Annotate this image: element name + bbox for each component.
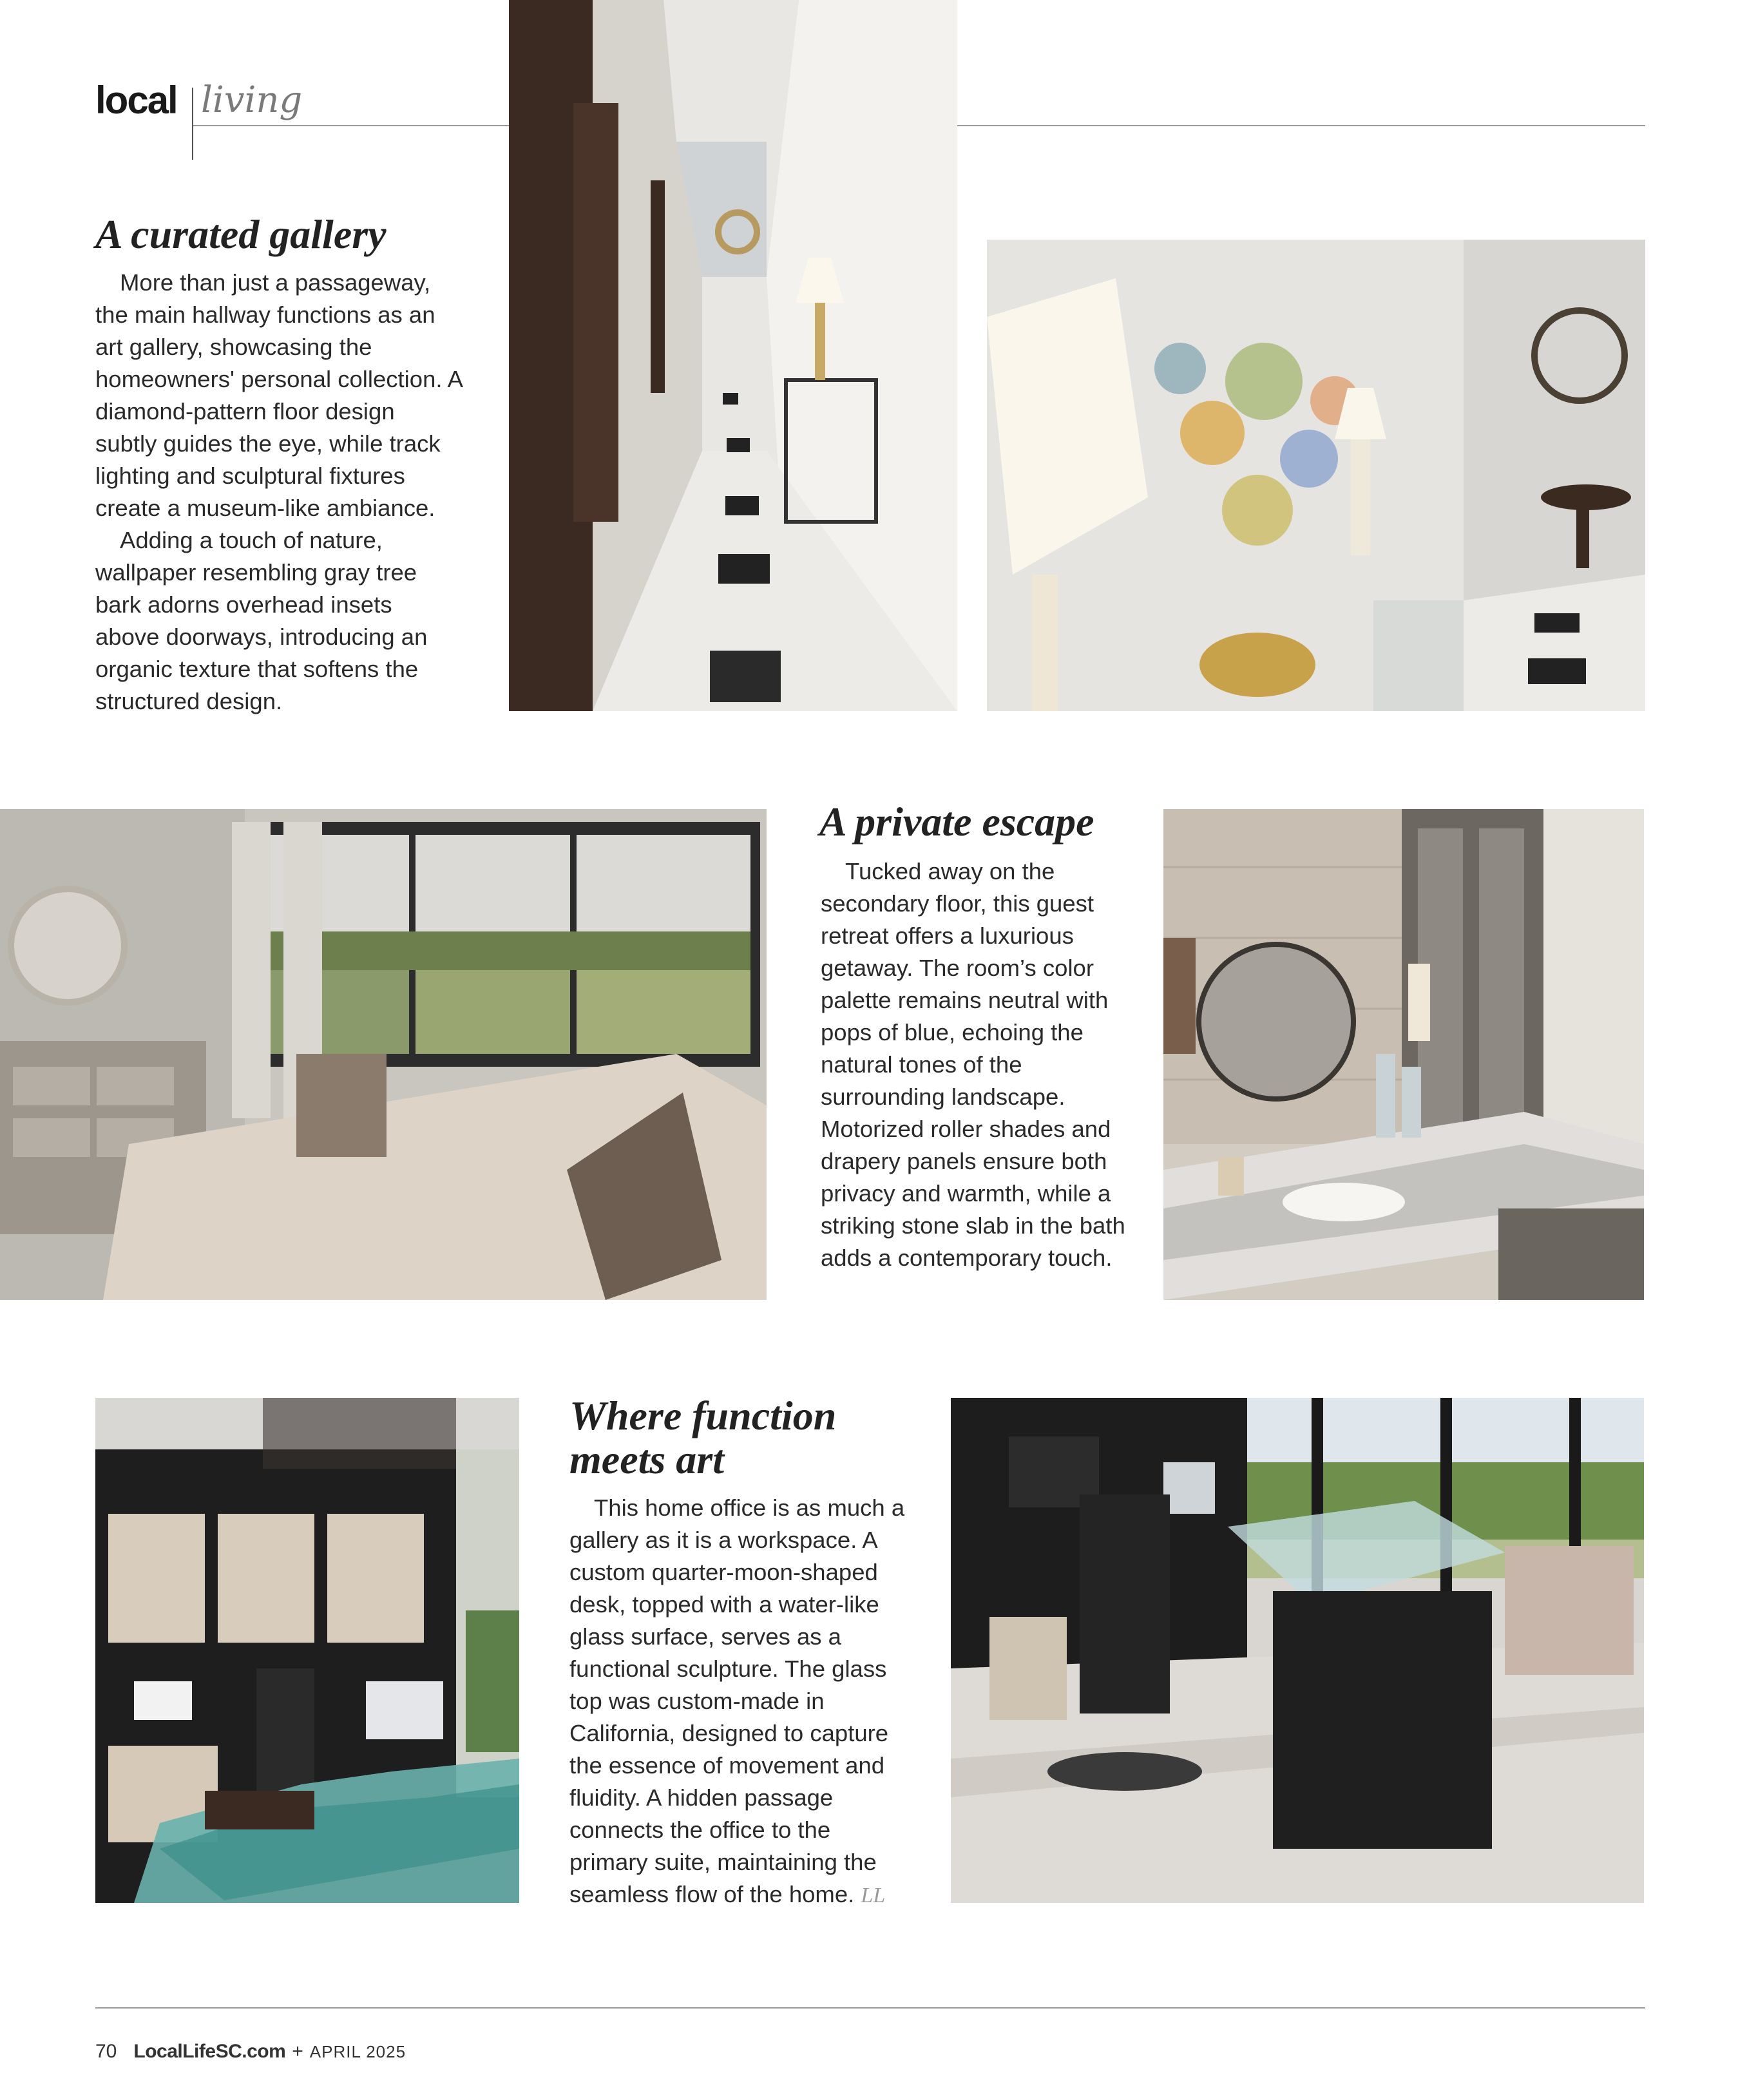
brand-living: living (201, 79, 303, 121)
brand-local: local (95, 79, 177, 122)
photo-hallway (509, 0, 957, 711)
issue-date: APRIL 2025 (309, 2042, 406, 2061)
paragraph (569, 1492, 908, 1912)
photo-office-right (951, 1398, 1644, 1903)
paragraph: More than just a passageway, the main hallway functions as an art gallery, showcasing the homeowners' personal collection. A diamond-pattern floor design subtly guides the eye, while track lighting and sculptural fixtures create a museum-like ambiance. (95, 269, 462, 521)
section-body-curated-gallery (95, 267, 463, 718)
photo-bedroom (0, 809, 767, 1300)
paragraph: Tucked away on the secondary floor, this guest retreat offers a luxurious getaway. The room’s color palette remains neutral with pops of blue, echoing the natural tones of the surrounding landscape. Motorized roller shades and drapery panels ensure both privacy and warmth, while a striking stone slab in the bath adds a contemporary touch. (821, 858, 1125, 1271)
signature-mark: LL (861, 1884, 886, 1907)
header-rule-left (193, 125, 509, 126)
heading-line: Where function (569, 1393, 837, 1438)
paragraph: Adding a touch of nature, wallpaper resembling gray tree bark adorns overhead insets above doorways, introducing an organic texture that softens the structured design. (95, 527, 428, 714)
section-body-function-art (569, 1492, 908, 1912)
footer-separator: + (292, 2041, 303, 2062)
brand-divider (192, 88, 193, 160)
heading-line: meets art (569, 1437, 724, 1482)
section-heading-private-escape: A private escape (819, 799, 1094, 845)
section-body-private-escape (821, 855, 1143, 1274)
photo-wall-art (987, 240, 1645, 711)
photo-bathroom (1163, 809, 1644, 1300)
section-heading-function-art (569, 1394, 836, 1482)
photo-office-left (95, 1398, 519, 1903)
page-number: 70 (95, 2041, 117, 2062)
paragraph-text: This home office is as much a gallery as it is a workspace. A custom quarter-moon-shaped desk, topped with a water-like glass surface, serves as a functional sculpture. The glass top was custom-made in California, designed to capture the essence of movement and fluidity. A hidden passage connects the office to the primary suite, maintaining the seamless flow of the home. (569, 1494, 905, 1907)
footer-rule (95, 2007, 1645, 2009)
section-heading-curated-gallery: A curated gallery (95, 211, 387, 257)
site-name: LocalLifeSC.com (133, 2041, 286, 2062)
header-rule-right (957, 125, 1645, 126)
footer (95, 2041, 406, 2063)
